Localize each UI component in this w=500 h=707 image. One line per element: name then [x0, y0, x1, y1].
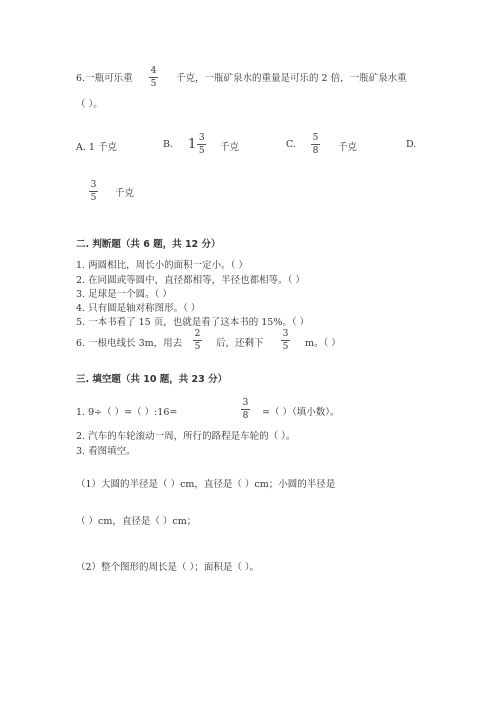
section3-q2: 2. 汽车的车轮滚动一周，所行的路程是车轮的（ ）。 [76, 431, 296, 442]
section3-q1-part1: 1. 9÷（ ）=（ ）:16= [76, 407, 178, 418]
q6-option-a: A. 1 千克 [76, 142, 117, 153]
q6-option-d-letter: D. [406, 139, 417, 150]
q6-answer-blank: （ ）。 [76, 99, 103, 110]
fraction-numerator: 3 [242, 398, 249, 408]
q6-option-d-unit: 千克 [115, 188, 135, 199]
section3-q1-part2: =（ ）（填小数）。 [262, 407, 340, 418]
q6-fraction [149, 66, 158, 89]
fraction-numerator: 2 [194, 329, 201, 339]
section2-item-6-part3: m。（ ） [305, 338, 341, 349]
fraction-numerator: 5 [312, 133, 319, 143]
fraction-denominator: 5 [90, 193, 97, 203]
mixed-fraction [197, 133, 206, 156]
fraction-denominator: 5 [198, 146, 205, 156]
fraction-numerator: 4 [150, 66, 157, 76]
fraction-bar [193, 340, 202, 341]
fraction-bar [197, 144, 206, 145]
q6-option-d-fraction [89, 180, 98, 203]
section3-q1-fraction [241, 398, 250, 421]
fraction-denominator: 5 [194, 342, 201, 352]
fraction-bar [311, 144, 320, 145]
fraction-denominator: 5 [282, 342, 289, 352]
section2-item-1: 1. 两圆相比，周长小的面积一定小。（ ） [76, 260, 248, 271]
fraction-denominator: 8 [242, 411, 249, 421]
q6-option-b-letter: B. [163, 139, 174, 150]
section2-item-6-fraction-left [281, 329, 290, 352]
fraction-bar [281, 340, 290, 341]
section2-title: 二. 判断题（共 6 题，共 12 分） [76, 239, 221, 250]
mixed-whole: 1 [188, 137, 197, 152]
section3-q3-sub1-line2: （ ）cm，直径是（ ）cm； [76, 516, 197, 527]
fraction-numerator: 3 [198, 133, 205, 143]
fraction-numerator: 3 [90, 180, 97, 190]
q6-option-c-letter: C. [286, 139, 296, 150]
fraction-denominator: 5 [150, 79, 157, 89]
fraction-bar [89, 191, 98, 192]
fraction-numerator: 3 [282, 329, 289, 339]
section3-q3: 3. 看图填空。 [76, 446, 136, 457]
fraction-bar [241, 409, 250, 410]
section2-item-4: 4. 只有圆是轴对称图形。（ ） [76, 303, 201, 314]
fraction-bar [149, 77, 158, 78]
fraction-denominator: 8 [312, 146, 319, 156]
q6-option-b-mixed-number [188, 133, 206, 156]
section3-title: 三. 填空题（共 10 题，共 23 分） [76, 374, 228, 385]
section3-q3-sub1-line1: （1）大圆的半径是（ ）cm，直径是（ ）cm；小圆的半径是 [76, 479, 336, 490]
q6-option-c-fraction [311, 133, 320, 156]
q6-text-part2: 千克，一瓶矿泉水的重量是可乐的 2 倍，一瓶矿泉水重 [176, 73, 407, 84]
section3-q3-sub2: （2）整个图形的周长是（ ）；面积是（ ）。 [76, 562, 260, 573]
section2-item-6-part1: 6. 一根电线长 3m，用去 [76, 338, 183, 349]
section2-item-6-part2: 后，还剩下 [216, 338, 264, 349]
q6-option-b-unit: 千克 [220, 142, 240, 153]
section2-item-6-fraction-used [193, 329, 202, 352]
section2-item-2: 2. 在同圆或等圆中，直径都相等，半径也都相等。（ ） [76, 275, 305, 286]
q6-option-c-unit: 千克 [338, 142, 358, 153]
q6-text-part1: 6.一瓶可乐重 [76, 73, 133, 84]
section2-item-5: 5. 一本书看了 15 页，也就是看了这本书的 15%。（ ） [76, 317, 310, 328]
section2-item-3: 3. 足球是一个圆。（ ） [76, 289, 172, 300]
